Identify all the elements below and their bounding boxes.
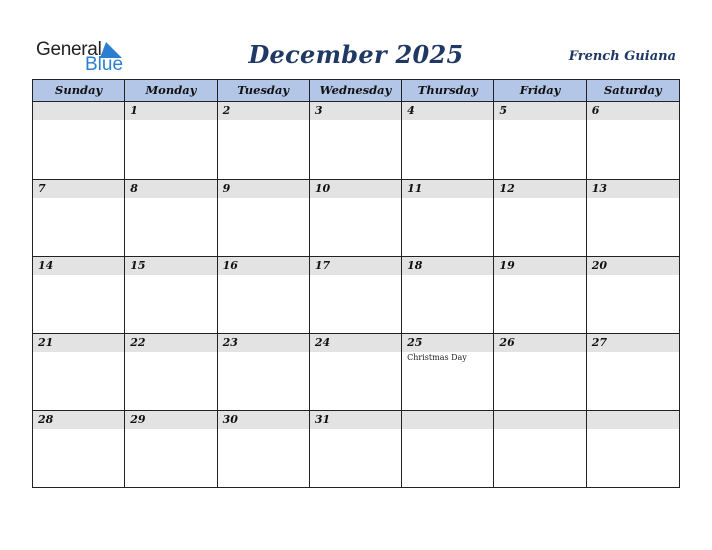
weekday-header: Tuesday	[218, 80, 310, 102]
day-number: 24	[310, 334, 401, 352]
logo-text-general: General	[36, 39, 102, 60]
calendar-day-cell	[33, 102, 125, 179]
calendar-week-row	[33, 179, 679, 256]
day-number	[587, 411, 679, 429]
calendar-day-cell	[494, 179, 586, 256]
day-number: 9	[218, 180, 309, 198]
calendar-day-cell	[218, 333, 310, 410]
calendar-day-cell	[310, 102, 402, 179]
calendar-week-row	[33, 102, 679, 179]
day-number: 19	[494, 257, 585, 275]
calendar-day-cell	[125, 410, 217, 487]
day-number: 23	[218, 334, 309, 352]
day-number: 17	[310, 257, 401, 275]
day-number: 22	[125, 334, 216, 352]
calendar-day-cell	[218, 179, 310, 256]
day-number: 8	[125, 180, 216, 198]
calendar-day-cell	[310, 179, 402, 256]
calendar-day-cell	[33, 179, 125, 256]
calendar-day-cell	[587, 256, 679, 333]
calendar-day-cell	[33, 333, 125, 410]
calendar-day-cell	[125, 102, 217, 179]
calendar-day-cell	[587, 410, 679, 487]
calendar-grid	[32, 79, 680, 488]
weeks-container	[33, 102, 679, 487]
day-number: 28	[33, 411, 124, 429]
calendar-day-cell	[33, 256, 125, 333]
day-number: 30	[218, 411, 309, 429]
day-number: 10	[310, 180, 401, 198]
weekday-header: Wednesday	[310, 80, 402, 102]
weekday-header: Saturday	[587, 80, 679, 102]
day-number: 4	[402, 102, 493, 120]
day-number: 7	[33, 180, 124, 198]
calendar-day-cell	[402, 410, 494, 487]
region-label: French Guiana	[568, 49, 676, 64]
day-number: 13	[587, 180, 679, 198]
calendar-day-cell	[218, 410, 310, 487]
calendar-day-cell	[33, 410, 125, 487]
day-number: 14	[33, 257, 124, 275]
calendar-day-cell	[587, 102, 679, 179]
calendar-day-cell	[494, 410, 586, 487]
calendar-day-cell	[587, 333, 679, 410]
day-number: 25	[402, 334, 493, 352]
calendar-day-cell	[494, 256, 586, 333]
day-number	[33, 102, 124, 120]
day-number: 26	[494, 334, 585, 352]
day-number: 18	[402, 257, 493, 275]
calendar-day-cell	[310, 256, 402, 333]
calendar-day-cell	[494, 333, 586, 410]
day-number: 5	[494, 102, 585, 120]
calendar-week-row	[33, 333, 679, 410]
weekday-header: Monday	[125, 80, 217, 102]
calendar-day-cell	[125, 333, 217, 410]
day-number: 12	[494, 180, 585, 198]
calendar-day-cell	[402, 102, 494, 179]
calendar-day-cell	[310, 410, 402, 487]
calendar-day-cell	[125, 179, 217, 256]
weekday-header: Friday	[494, 80, 586, 102]
calendar-day-cell	[494, 102, 586, 179]
day-number: 6	[587, 102, 679, 120]
calendar-day-cell	[218, 102, 310, 179]
day-number	[402, 411, 493, 429]
calendar-day-cell	[402, 256, 494, 333]
day-number: 11	[402, 180, 493, 198]
day-number: 20	[587, 257, 679, 275]
weekday-header-row	[33, 80, 679, 102]
calendar-day-cell	[218, 256, 310, 333]
day-number: 29	[125, 411, 216, 429]
day-number: 27	[587, 334, 679, 352]
day-number: 31	[310, 411, 401, 429]
calendar-day-cell	[125, 256, 217, 333]
day-number: 3	[310, 102, 401, 120]
day-number: 21	[33, 334, 124, 352]
day-number: 16	[218, 257, 309, 275]
calendar-day-cell	[310, 333, 402, 410]
day-number	[494, 411, 585, 429]
day-number: 2	[218, 102, 309, 120]
day-number: 1	[125, 102, 216, 120]
day-number: 15	[125, 257, 216, 275]
page-title: December 2025	[248, 40, 464, 69]
calendar-day-cell	[587, 179, 679, 256]
weekday-header: Sunday	[33, 80, 125, 102]
weekday-header: Thursday	[402, 80, 494, 102]
holiday-label: Christmas Day	[407, 353, 467, 362]
calendar-day-cell	[402, 179, 494, 256]
calendar-week-row	[33, 410, 679, 487]
calendar-week-row	[33, 256, 679, 333]
logo-text-blue: Blue	[85, 54, 124, 75]
calendar-day-cell	[402, 333, 494, 410]
